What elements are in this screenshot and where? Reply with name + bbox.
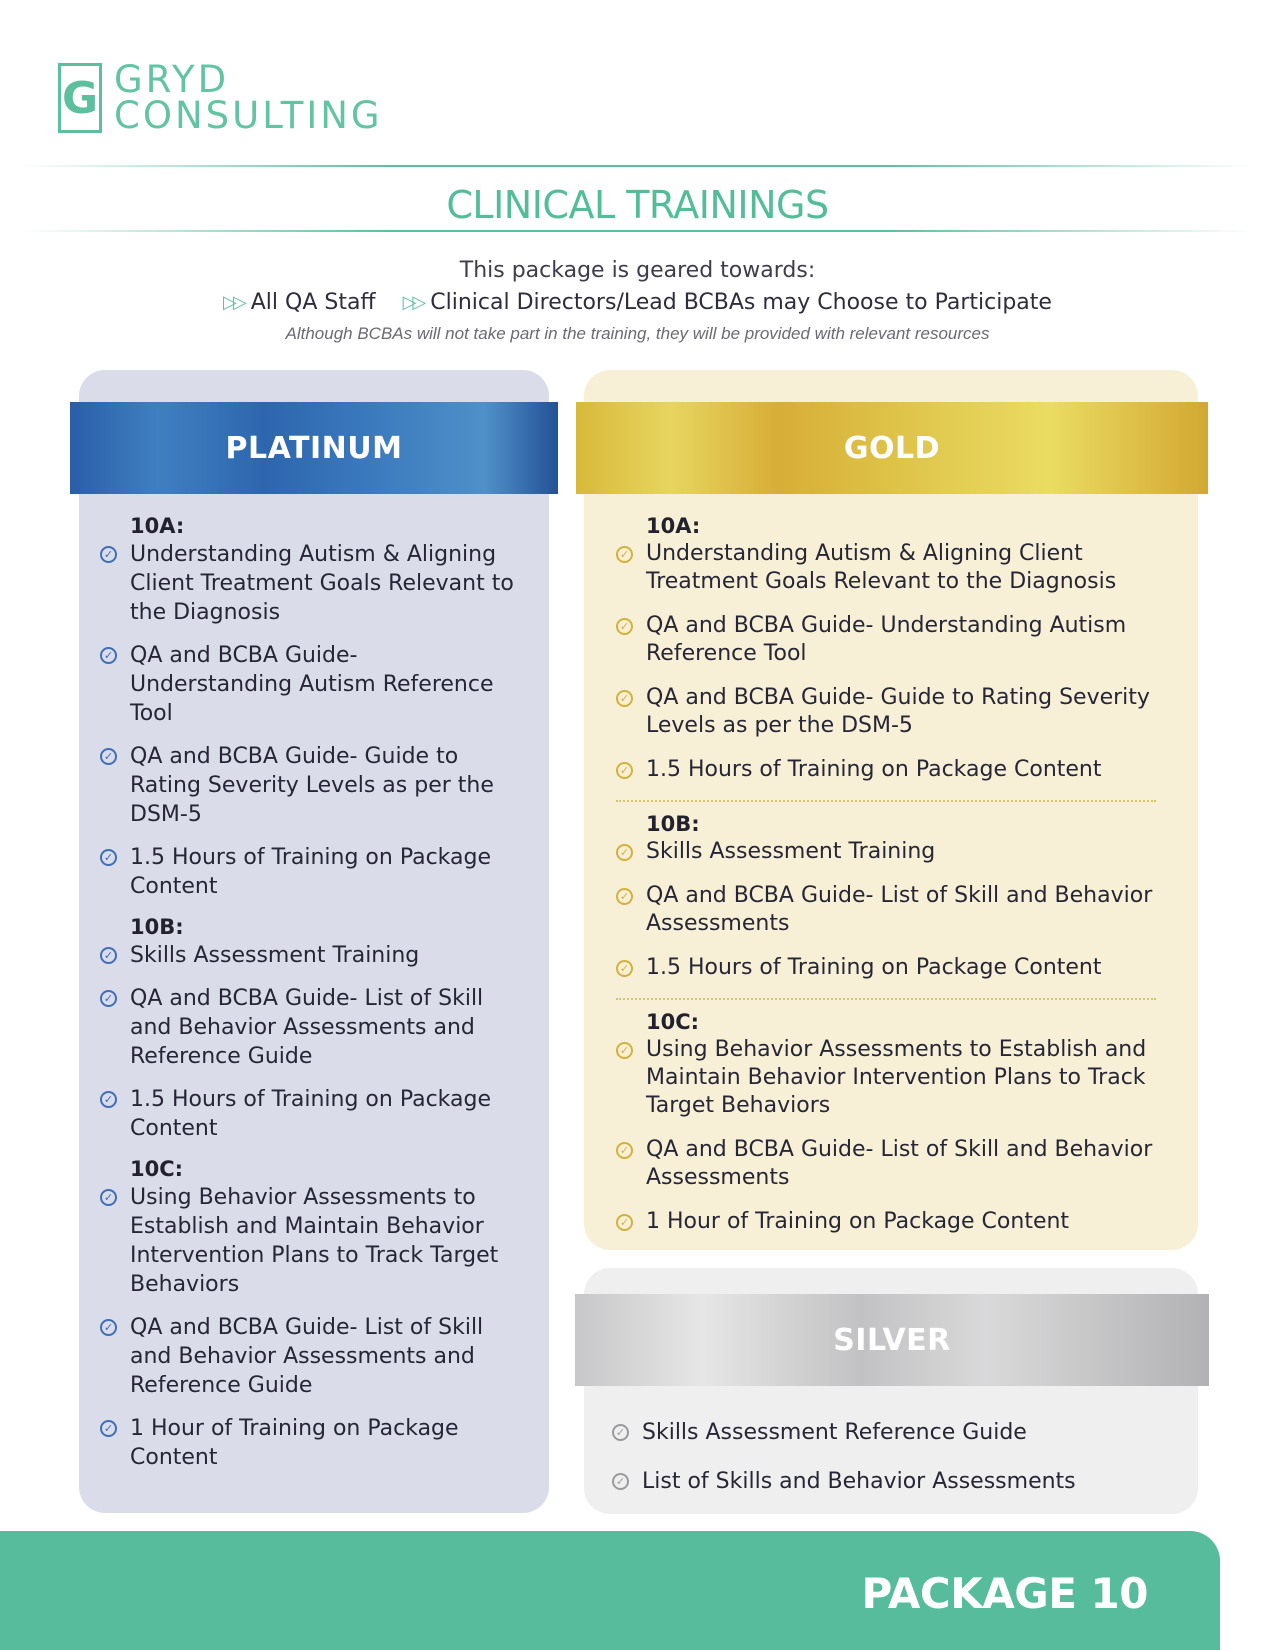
list-item [616,1136,1166,1192]
section-heading: 10C: [646,1010,700,1034]
list-item [616,954,1166,982]
title-rule-bottom [20,230,1255,232]
check-circle-icon: ✓ [616,844,633,861]
check-circle-icon: ✓ [616,1042,633,1059]
check-circle-icon: ✓ [616,762,633,779]
list-item [616,612,1166,668]
silver-content [612,1418,1172,1516]
audience-list [0,289,1275,315]
check-circle-icon: ✓ [612,1473,629,1490]
footer-bar [0,1531,1220,1650]
list-item-text: QA and BCBA Guide- Guide to Rating Severity Levels as per the DSM-5 [130,744,494,827]
list-item [100,1085,525,1143]
list-item-text: Skills Assessment Training [130,943,420,968]
title-rule-top [20,165,1255,167]
check-circle-icon: ✓ [100,990,117,1007]
list-item [100,984,525,1071]
check-circle-icon: ✓ [100,1319,117,1336]
double-arrow-icon: ▷▷ [223,292,243,313]
list-item-text: Understanding Autism & Aligning Client Treatment Goals Relevant to the Diagnosis [130,542,514,625]
list-item [616,1036,1166,1120]
audience-item: ▷▷ All QA Staff [223,290,376,315]
platinum-content [100,514,525,1486]
list-item-text: List of Skills and Behavior Assessments [642,1469,1076,1494]
page-title: CLINICAL TRAININGS [446,183,829,227]
check-circle-icon: ✓ [100,647,117,664]
section-heading: 10B: [646,812,700,836]
check-circle-icon: ✓ [100,947,117,964]
logo-mark: G [58,63,102,133]
check-circle-icon: ✓ [100,1420,117,1437]
list-item-text: QA and BCBA Guide- Understanding Autism Reference Tool [130,643,494,726]
list-item-text: Skills Assessment Reference Guide [642,1420,1027,1445]
resources-note: Although BCBAs will not take part in the training, they will be provided with relevant resources [285,324,990,343]
list-item [100,1414,525,1472]
list-item-text: 1.5 Hours of Training on Package Content [646,757,1102,782]
list-item [616,838,1166,866]
list-item-text: QA and BCBA Guide- List of Skill and Behavior Assessments [646,1137,1153,1190]
list-item-text: 1.5 Hours of Training on Package Content [130,1087,492,1141]
section-heading: 10A: [646,514,701,538]
list-item [616,540,1166,596]
list-item-text: 1.5 Hours of Training on Package Content [130,845,492,899]
list-item [616,684,1166,740]
package-label: PACKAGE 10 [861,1569,1148,1618]
audience-item: ▷▷ Clinical Directors/Lead BCBAs may Choose to Participate [402,290,1052,315]
list-item [616,1208,1166,1236]
list-item [100,742,525,829]
list-item-text: Using Behavior Assessments to Establish and Maintain Behavior Intervention Plans to Track Target Behaviors [130,1185,499,1297]
check-circle-icon: ✓ [616,690,633,707]
section-divider [616,800,1156,802]
logo [58,60,383,136]
section-heading: 10B: [130,915,184,939]
logo-wordmark: GRYD CONSULTING [114,58,383,137]
list-item [612,1467,1172,1496]
gold-banner: GOLD [576,402,1208,494]
intro-text: This package is geared towards: [459,258,816,283]
check-circle-icon: ✓ [100,849,117,866]
list-item-text: Skills Assessment Training [646,839,936,864]
list-item-text: 1 Hour of Training on Package Content [646,1209,1070,1234]
double-arrow-icon: ▷▷ [402,292,423,313]
list-item [100,1313,525,1400]
list-item [612,1418,1172,1447]
check-circle-icon: ✓ [612,1424,629,1441]
silver-banner: SILVER [575,1294,1209,1386]
check-circle-icon: ✓ [616,1142,633,1159]
list-item-text: Understanding Autism & Aligning Client Treatment Goals Relevant to the Diagnosis [646,541,1117,594]
platinum-banner: PLATINUM [70,402,558,494]
check-circle-icon: ✓ [616,546,633,563]
list-item-text: QA and BCBA Guide- Understanding Autism Reference Tool [646,613,1127,666]
list-item [616,882,1166,938]
check-circle-icon: ✓ [616,618,633,635]
list-item-text: QA and BCBA Guide- Guide to Rating Severity Levels as per the DSM-5 [646,685,1150,738]
list-item-text: QA and BCBA Guide- List of Skill and Behavior Assessments and Reference Guide [130,986,484,1069]
list-item-text: 1.5 Hours of Training on Package Content [646,955,1102,980]
list-item-text: Using Behavior Assessments to Establish and Maintain Behavior Intervention Plans to Track Target Behaviors [646,1037,1147,1118]
list-item-text: QA and BCBA Guide- List of Skill and Behavior Assessments [646,883,1153,936]
check-circle-icon: ✓ [100,1189,117,1206]
list-item-text: 1 Hour of Training on Package Content [130,1416,459,1470]
check-circle-icon: ✓ [616,1214,633,1231]
list-item-text: QA and BCBA Guide- List of Skill and Behavior Assessments and Reference Guide [130,1315,484,1398]
check-circle-icon: ✓ [100,1091,117,1108]
section-heading: 10A: [130,514,185,538]
check-circle-icon: ✓ [616,960,633,977]
list-item [100,1183,525,1299]
list-item [100,540,525,627]
check-circle-icon: ✓ [616,888,633,905]
check-circle-icon: ✓ [100,748,117,765]
section-heading: 10C: [130,1157,184,1181]
list-item [100,843,525,901]
list-item [100,641,525,728]
list-item [100,941,525,970]
list-item [616,756,1166,784]
check-circle-icon: ✓ [100,546,117,563]
section-divider [616,998,1156,1000]
gold-content [616,514,1166,1252]
